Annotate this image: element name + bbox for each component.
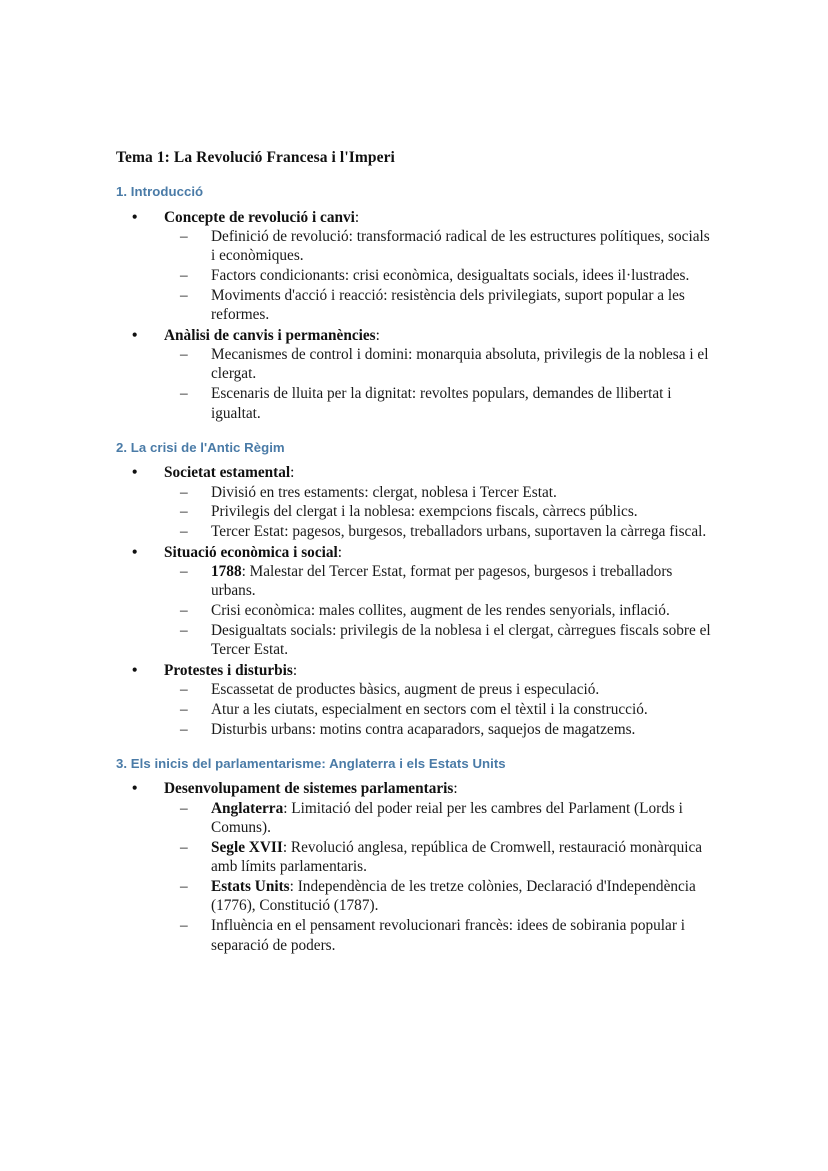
bullet-heading: [116, 543, 712, 562]
sub-bullet-list: [116, 345, 712, 423]
sub-item-text: Definició de revolució: transformació radical de les estructures polítiques, socials i econòmiques.: [211, 227, 710, 265]
sub-item-text: : Independència de les tretze colònies, Declaració d'Independència (1776), Constitució (1787).: [211, 878, 696, 915]
sub-list-item: [116, 483, 712, 502]
section-heading: 3. Els inicis del parlamentarisme: Anglaterra i els Estats Units: [116, 756, 506, 772]
dash-icon: –: [180, 563, 188, 580]
dash-icon: –: [180, 799, 188, 817]
bullet-dot-icon: •: [132, 208, 138, 226]
dash-icon: –: [180, 622, 188, 640]
bullet-heading: [116, 779, 712, 798]
sub-item-text: Mecanismes de control i domini: monarquia absoluta, privilegis de la noblesa i el clergat.: [211, 346, 709, 383]
list-item: [116, 326, 712, 423]
sub-item-text: Atur a les ciutats, especialment en sectors com el tèxtil i la construcció.: [211, 700, 648, 718]
bullet-label: Desenvolupament de sistemes parlamentaris: [164, 780, 454, 798]
sub-bullet-list: [116, 562, 712, 660]
bullet-colon: :: [375, 326, 380, 344]
section-heading: 2. La crisi de l'Antic Règim: [116, 439, 285, 455]
document-section: [116, 183, 712, 423]
dash-icon: –: [180, 346, 188, 364]
dash-icon: –: [180, 838, 188, 856]
bullet-heading: [116, 208, 712, 227]
list-item: [116, 543, 712, 660]
bullet-list: [116, 463, 712, 739]
sub-bullet-list: [116, 799, 712, 955]
sub-list-item: [116, 720, 712, 739]
sub-bullet-list: [116, 227, 712, 325]
sub-list-item: [116, 838, 712, 877]
sub-list-item: [116, 601, 712, 620]
sub-bullet-list: [116, 483, 712, 542]
sub-item-term: Anglaterra: [211, 799, 284, 817]
dash-icon: –: [180, 385, 188, 403]
sub-list-item: [116, 877, 712, 916]
sub-item-text: Privilegis del clergat i la noblesa: exempcions fiscals, càrrecs públics.: [211, 503, 638, 521]
bullet-label: Societat estamental: [164, 464, 291, 482]
bullet-colon: :: [354, 208, 360, 226]
sub-list-item: [116, 700, 712, 719]
bullet-colon: :: [290, 464, 295, 482]
sub-list-item: [116, 384, 712, 423]
bullet-colon: :: [453, 780, 458, 798]
document-body: [116, 183, 712, 955]
bullet-label: Anàlisi de canvis i permanències: [164, 326, 376, 344]
list-item: [116, 463, 712, 541]
dash-icon: –: [180, 681, 188, 699]
bullet-heading: [116, 463, 712, 482]
dash-icon: –: [180, 602, 188, 620]
dash-icon: –: [180, 878, 188, 896]
dash-icon: –: [180, 286, 188, 304]
section-heading: 1. Introducció: [116, 184, 204, 200]
sub-item-text: Tercer Estat: pagesos, burgesos, treballadors urbans, suportaven la càrrega fiscal.: [211, 523, 707, 541]
sub-item-text: Moviments d'acció i reacció: resistència dels privilegiats, suport popular a les reformes.: [211, 286, 685, 324]
sub-item-text: Disturbis urbans: motins contra acaparadors, saquejos de magatzems.: [211, 720, 636, 738]
document-section: [116, 439, 712, 739]
dash-icon: –: [180, 483, 188, 501]
bullet-label: Protestes i disturbis: [164, 661, 293, 679]
list-item: [116, 779, 712, 955]
bullet-heading: [116, 661, 712, 680]
bullet-dot-icon: •: [132, 780, 138, 798]
dash-icon: –: [180, 267, 188, 285]
sub-item-text: : Malestar del Tercer Estat, format per pagesos, burgesos i treballadors urbans.: [211, 563, 673, 600]
sub-list-item: [116, 227, 712, 266]
sub-list-item: [116, 799, 712, 838]
sub-list-item: [116, 562, 712, 601]
sub-list-item: [116, 345, 712, 384]
sub-item-term: Segle XVII: [211, 838, 283, 856]
sub-item-text: Divisió en tres estaments: clergat, noblesa i Tercer Estat.: [211, 483, 557, 501]
document-section: [116, 755, 712, 955]
bullet-label: Situació econòmica i social: [164, 543, 338, 561]
sub-list-item: [116, 286, 712, 325]
sub-item-text: Factors condicionants: crisi econòmica, desigualtats socials, idees il·lustrades.: [211, 267, 690, 285]
bullet-dot-icon: •: [132, 326, 138, 344]
sub-list-item: [116, 916, 712, 955]
list-item: [116, 661, 712, 739]
page-title: Tema 1: La Revolució Francesa i l'Imperi: [116, 149, 395, 166]
dash-icon: –: [180, 227, 188, 245]
sub-item-term: Estats Units: [211, 878, 290, 896]
sub-list-item: [116, 621, 712, 660]
bullet-list: [116, 208, 712, 423]
bullet-colon: :: [292, 661, 298, 679]
dash-icon: –: [180, 700, 188, 718]
bullet-heading: [116, 326, 712, 345]
sub-item-term: 1788: [211, 563, 242, 580]
sub-item-text: Escenaris de lluita per la dignitat: revoltes populars, demandes de llibertat i igualtat.: [211, 385, 672, 422]
bullet-dot-icon: •: [132, 543, 138, 561]
sub-item-text: : Limitació del poder reial per les cambres del Parlament (Lords i Comuns).: [211, 799, 683, 837]
sub-list-item: [116, 502, 712, 521]
bullet-label: Concepte de revolució i canvi: [164, 208, 355, 226]
sub-item-text: Crisi econòmica: males collites, augment de les rendes senyorials, inflació.: [211, 602, 670, 620]
bullet-list: [116, 779, 712, 955]
bullet-dot-icon: •: [132, 464, 138, 482]
sub-item-text: Influència en el pensament revolucionari francès: idees de sobirania popular i separació de poders.: [211, 917, 686, 954]
sub-item-text: Escassetat de productes bàsics, augment de preus i especulació.: [211, 681, 600, 699]
sub-list-item: [116, 680, 712, 699]
sub-list-item: [116, 266, 712, 285]
dash-icon: –: [180, 917, 188, 935]
sub-item-text: Desigualtats socials: privilegis de la noblesa i el clergat, càrregues fiscals sobre el Tercer Estat.: [211, 622, 711, 659]
dash-icon: –: [180, 523, 188, 541]
sub-bullet-list: [116, 680, 712, 739]
bullet-colon: :: [337, 543, 343, 561]
bullet-dot-icon: •: [132, 661, 138, 679]
dash-icon: –: [180, 503, 188, 521]
list-item: [116, 208, 712, 325]
sub-list-item: [116, 522, 712, 541]
sub-item-text: : Revolució anglesa, república de Cromwell, restauració monàrquica amb límits parlamentaris.: [211, 838, 703, 876]
dash-icon: –: [180, 720, 188, 738]
